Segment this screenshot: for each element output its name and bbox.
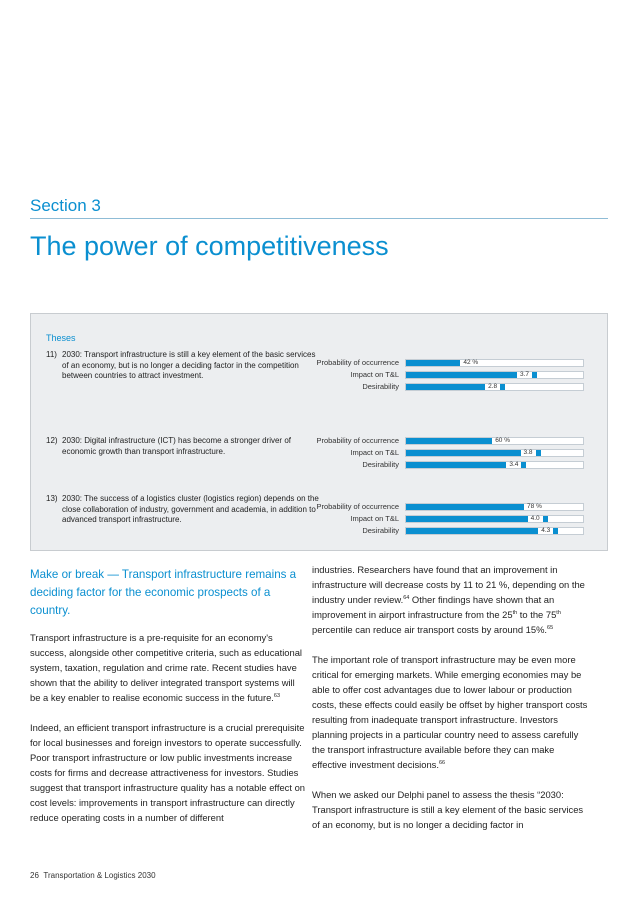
metric-label: Desirability: [362, 460, 399, 469]
page-footer: [30, 871, 156, 880]
metric-row: [31, 502, 607, 511]
metric-value: 3.7: [517, 372, 532, 378]
metric-row: [31, 514, 607, 523]
metric-bar-track: [405, 503, 584, 511]
right-column: [312, 562, 588, 847]
metric-row: [31, 436, 607, 445]
left-column: [30, 566, 306, 840]
metric-row: [31, 526, 607, 535]
paragraph: When we asked our Delphi panel to assess the thesis “2030: Transport infrastructure is still a key element of the basic services of an economy, but is no longer a deciding factor in: [312, 789, 584, 830]
thesis-number: 12): [46, 436, 58, 445]
ordinal-suffix: th: [556, 609, 561, 616]
metric-row: [31, 460, 607, 469]
publication-title: Transportation & Logistics 2030: [43, 871, 156, 880]
footnote-ref: 66: [438, 759, 446, 766]
metric-label: Impact on T&L: [350, 370, 399, 379]
metric-label: Impact on T&L: [350, 448, 399, 457]
metric-label: Probability of occurrence: [316, 436, 399, 445]
thesis-number: 13): [46, 494, 58, 503]
metric-row: [31, 382, 607, 391]
lead-heading: Make or break — Transport infrastructure remains a deciding factor for the economic prospects of a country.: [30, 568, 297, 617]
metric-bar-track: [405, 371, 584, 379]
footnote-ref: 64: [403, 594, 410, 601]
metric-row: [31, 448, 607, 457]
metric-label: Probability of occurrence: [316, 358, 399, 367]
metric-bar: [406, 528, 558, 534]
metric-value: 4.0: [528, 516, 543, 522]
page-title: The power of competitiveness: [30, 231, 389, 261]
footnote-ref: 65: [547, 624, 554, 631]
metric-bar-track: [405, 527, 584, 535]
section-divider: [30, 218, 608, 219]
metric-bar-track: [405, 383, 584, 391]
theses-heading: Theses: [46, 333, 76, 343]
metric-label: Desirability: [362, 382, 399, 391]
thesis-number: 11): [46, 350, 57, 359]
metric-value: 4.3: [538, 528, 553, 534]
metric-label: Probability of occurrence: [316, 502, 399, 511]
section-label: Section 3: [30, 196, 101, 215]
metric-label: Impact on T&L: [350, 514, 399, 523]
metric-bar-track: [405, 515, 584, 523]
metric-bar: [406, 516, 548, 522]
thesis-statement: 2030: The success of a logistics cluster (logistics region) depends on the close collaboration of industry, government and academia, in addition to advanced transport infrastructure.: [62, 494, 319, 524]
paragraph: Indeed, an efficient transport infrastructure is a crucial prerequisite for local businesses and foreign investors to operate successfully. Poor transport infrastructure or low public investments increase costs for firms and decrease attractiveness for investors. Studies suggest that transport infrastructure quality has a notable effect on cost levels: improvements in transport infrastructure can directly reduce operating costs in a number of different: [30, 722, 305, 823]
thesis-statement: 2030: Transport infrastructure is still a key element of the basic services of an economy, but is no longer a deciding factor in the competition between countries to attract investment.: [62, 350, 316, 380]
metric-value: 3.8: [521, 450, 536, 456]
paragraph: Transport infrastructure is a pre-requisite for an economy's success, alongside other competitive criteria, such as educational system, taxation, regulation and crime rate. Recent studies have shown that the ability to deliver integrated transport systems will be a key enabler to realise economic success in the future.$^{63}$: [30, 632, 303, 703]
metric-label: Desirability: [362, 526, 399, 535]
paragraph: The important role of transport infrastructure may be even more critical for emerging markets. While emerging economies may be able to offer cost advantages due to lower labour or production costs, these effects could easily be offset by higher transport costs resulting from inadequate transport infrastructure. Investors planning projects in a particular country need to assess carefully the transport infrastructure available before they can make effective investment decisions.$^{66}$: [312, 654, 588, 770]
paragraph: industries. Researchers have found that an improvement in infrastructure will decrease costs by 11 to 21 %, depending on the industry under review.$^{64}$ Other findings have shown that an improvement in airport infrastructure from the 25th to the 75th percentile can reduce air transport costs by around 15%.$^{65}$: [312, 564, 585, 635]
metric-row: [31, 358, 607, 367]
metric-value: 42 %: [460, 360, 481, 366]
metric-bar-track: [405, 461, 584, 469]
footnote-ref: 63: [273, 692, 281, 699]
thesis-statement: 2030: Digital infrastructure (ICT) has become a stronger driver of economic growth than transport infrastructure.: [62, 436, 291, 456]
metric-value: 60 %: [492, 438, 513, 444]
metric-value: 2.8: [485, 384, 500, 390]
metric-row: [31, 370, 607, 379]
metric-value: 78 %: [524, 504, 545, 510]
metric-bar-track: [405, 359, 584, 367]
metric-value: 3.4: [506, 462, 521, 468]
metric-bar-track: [405, 449, 584, 457]
metric-bar-track: [405, 437, 584, 445]
ordinal-suffix: th: [512, 609, 518, 616]
page-number: 26: [30, 871, 39, 880]
theses-box: [30, 313, 608, 551]
